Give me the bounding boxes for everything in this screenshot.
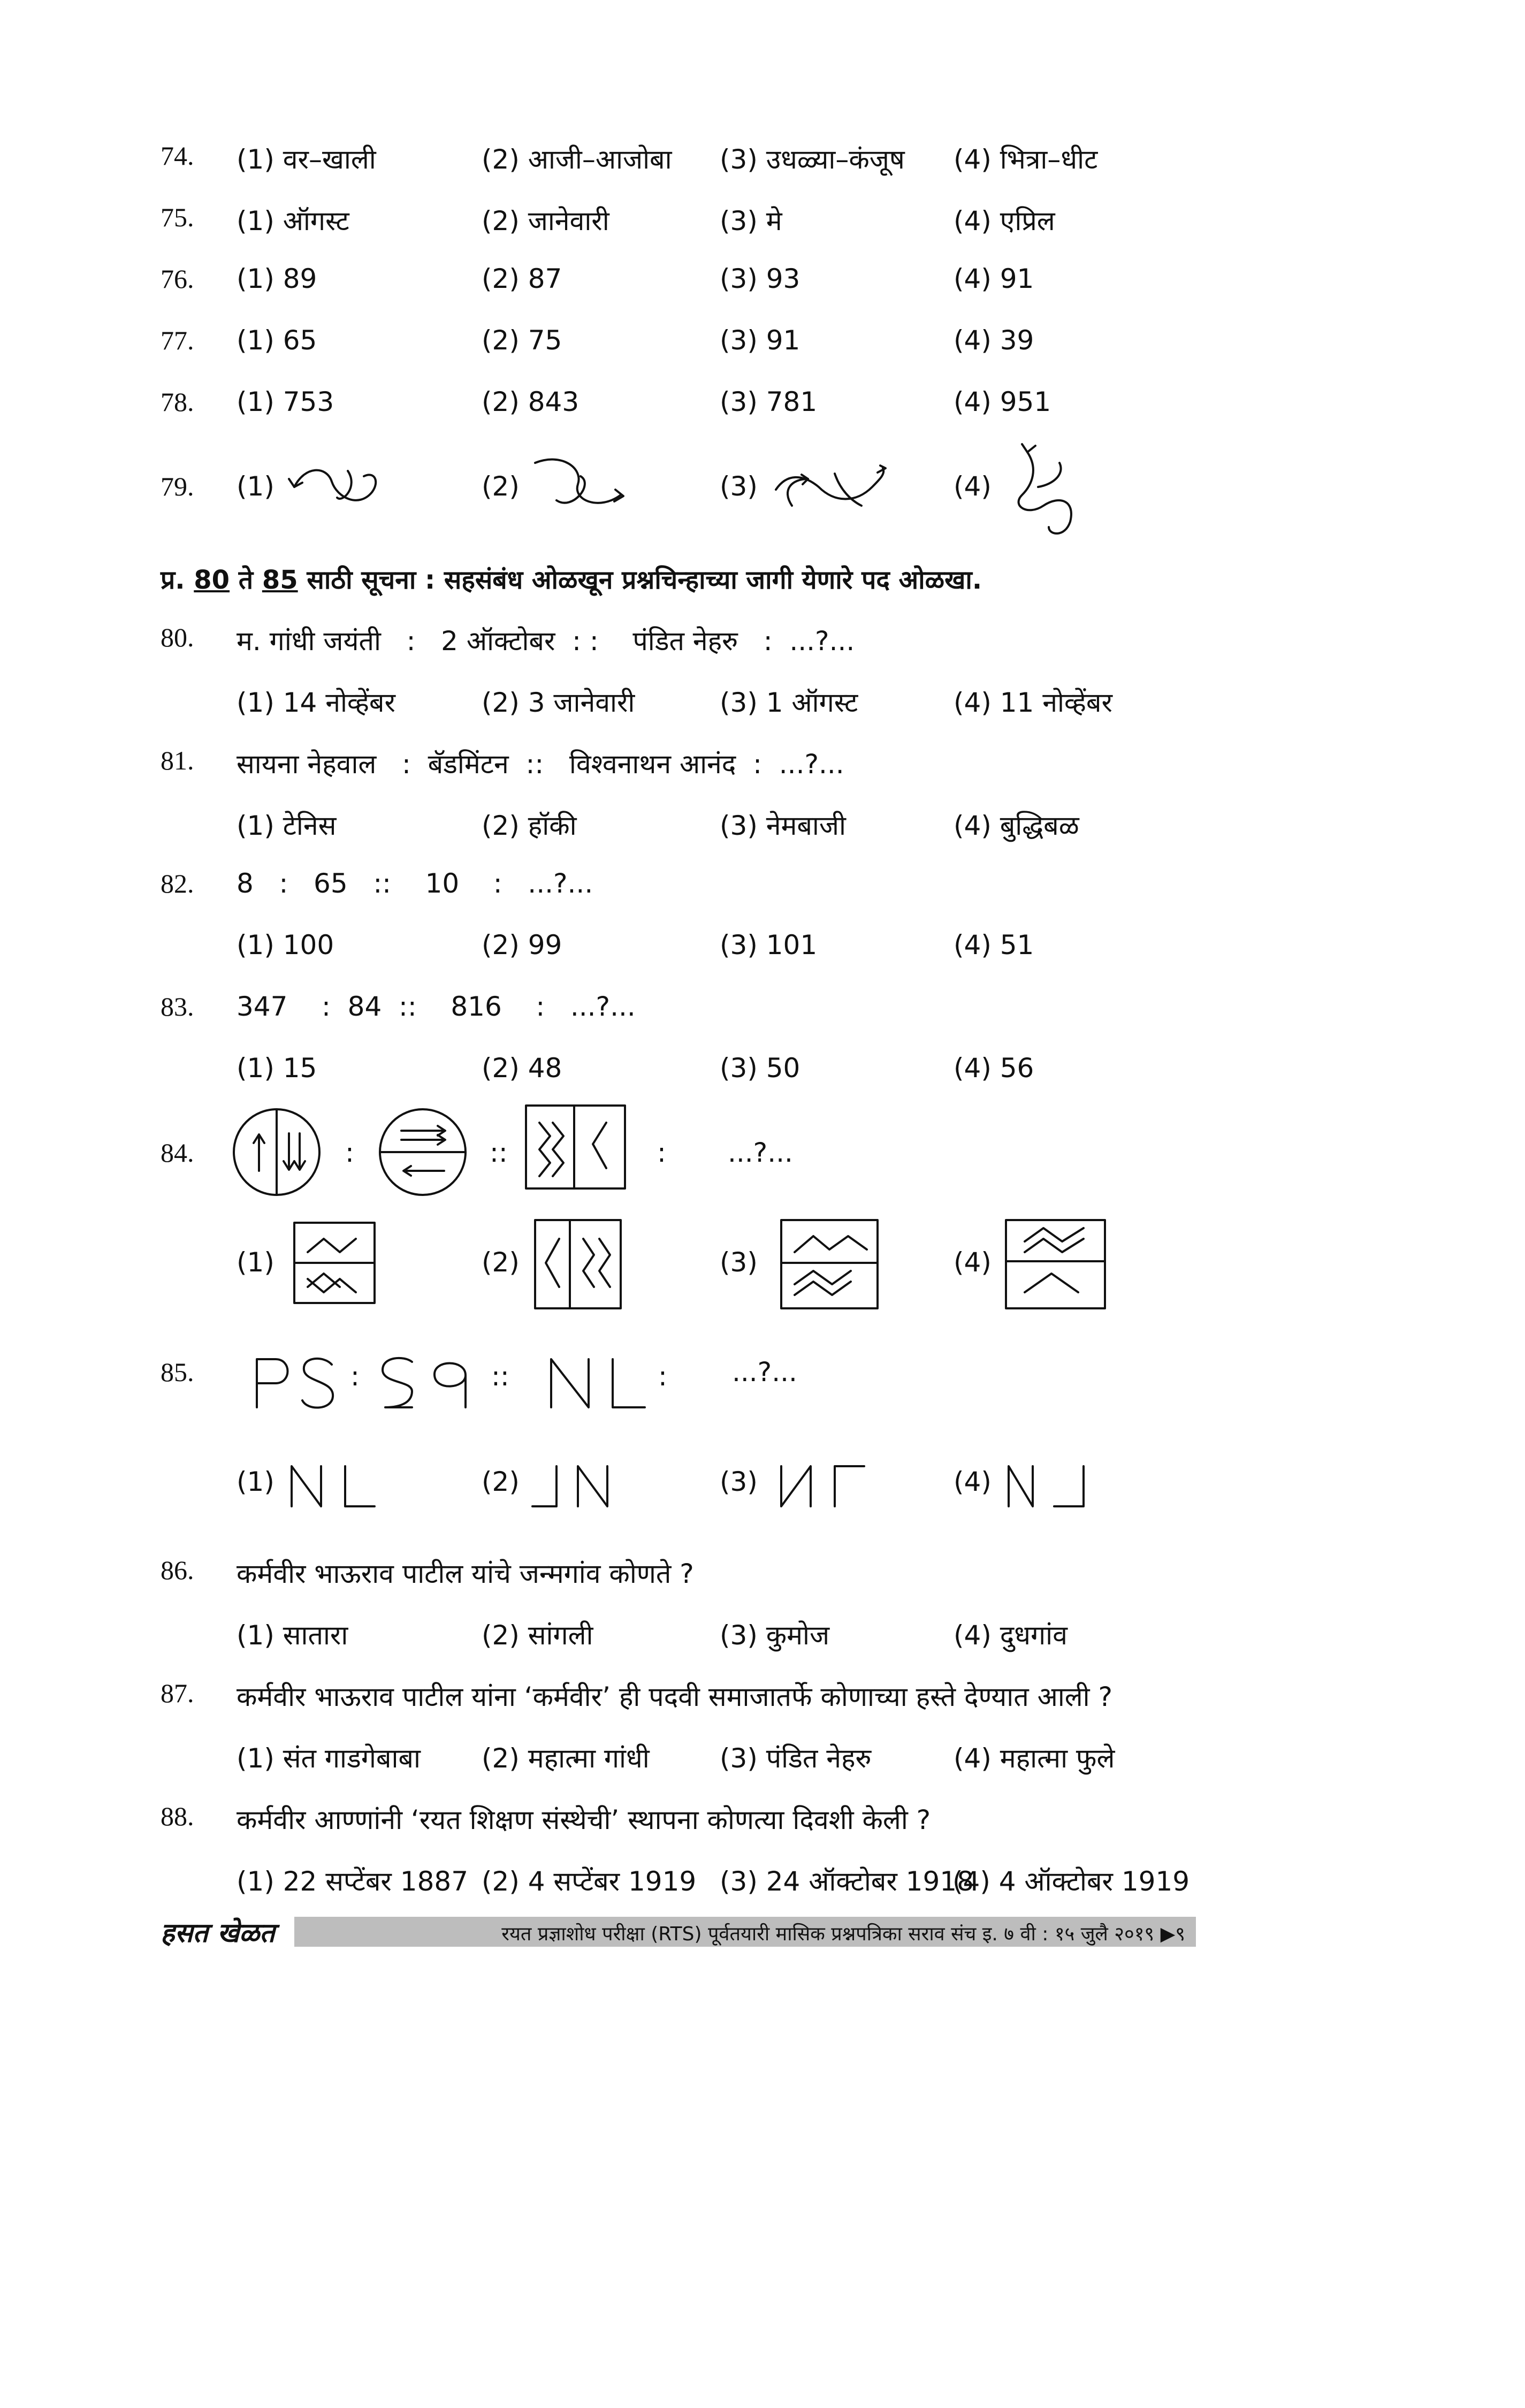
question-number: 84. [161,1138,194,1168]
option-4: (4) 11 नोव्हेंबर [954,687,1112,718]
question-number: 76. [161,264,194,294]
question-number: 87. [161,1678,194,1708]
question-85 [0,1357,1525,1410]
option-2-label: (2) [482,1247,520,1278]
question-81 [0,745,1525,798]
curve-figure-2 [530,452,637,522]
option-3: (3) पंडित नेहरु [720,1743,872,1774]
option-2-figure [532,1217,623,1311]
option-3: (3) 91 [720,325,800,356]
footer-text: रयत प्रज्ञाशोध परीक्षा (RTS) पूर्वतयारी मासिक प्रश्नपत्रिका सराव संच इ. ७ वी : १५ जुलै २०१९ ▶९ [501,1923,1185,1945]
option-3: (3) 50 [720,1053,800,1084]
ratio-colon: : [657,1137,666,1168]
question-mark-placeholder: ...?... [728,1137,793,1168]
option-4: (4) बुद्धिबळ [954,810,1079,841]
option-3: (3) मे [720,205,782,237]
option-3: (3) उधळ्या–कंजूष [720,144,905,175]
option-1: (1) संत गाडगेबाबा [237,1743,421,1774]
stem-colon: : [350,1361,360,1392]
question-stem: कर्मवीर आण्णांनी ‘रयत शिक्षण संस्थेची’ स्थापना कोणत्या दिवशी केली ? [237,1804,931,1835]
option-3: (3) 101 [720,929,818,961]
stem-letters-mirrored-29 [375,1351,476,1415]
option-2: (2) 87 [482,263,562,294]
question-78 [0,386,1525,440]
option-3-label: (3) [720,1466,758,1497]
question-stem: सायना नेहवाल : बॅडमिंटन :: विश्वनाथन आनंद : ...?... [237,749,844,780]
option-2: (2) सांगली [482,1620,593,1651]
option-3-figure [779,1217,880,1311]
circle-arrows-vertical-figure [231,1107,322,1198]
option-4: (4) 4 ऑक्टोबर 1919 [952,1866,1190,1897]
question-84 [0,1137,1525,1191]
question-number: 75. [161,202,194,232]
question-87-options [0,1739,1525,1793]
option-3-letters [776,1461,872,1509]
option-3: (3) नेमबाजी [720,810,846,841]
option-3-label: (3) [720,471,758,502]
question-83-options [0,1053,1525,1106]
option-1-figure [292,1220,377,1306]
question-74 [0,140,1525,194]
option-1: (1) 89 [237,263,317,294]
question-84-options [0,1247,1525,1300]
question-76 [0,263,1525,317]
option-3-label: (3) [720,1247,758,1278]
question-80-options [0,683,1525,737]
option-4-label: (4) [954,1466,992,1497]
option-2: (2) हॉकी [482,810,577,841]
option-2: (2) आजी–आजोबा [482,144,672,175]
question-number: 81. [161,745,194,775]
option-4: (4) एप्रिल [954,205,1055,237]
option-2: (2) 99 [482,929,562,961]
option-3: (3) 24 ऑक्टोबर 1918 [720,1866,974,1897]
question-86 [0,1554,1525,1608]
question-number: 83. [161,992,194,1022]
option-1-label: (1) [237,1466,274,1497]
option-4: (4) 951 [954,386,1051,417]
option-2: (2) 3 जानेवारी [482,687,635,718]
option-4: (4) 51 [954,929,1034,961]
ratio-double-colon: :: [490,1137,508,1168]
question-number: 80. [161,622,194,652]
question-number: 77. [161,325,194,355]
option-1: (1) 100 [237,929,334,961]
circle-arrows-horizontal-figure [375,1107,471,1198]
option-2-label: (2) [482,1466,520,1497]
option-4: (4) 39 [954,325,1034,356]
question-number: 88. [161,1801,194,1831]
question-79 [0,471,1525,524]
range-end: 85 [262,565,298,595]
question-number: 74. [161,141,194,171]
question-81-options [0,806,1525,860]
question-80 [0,622,1525,675]
option-2-letters [527,1461,623,1509]
option-1-label: (1) [237,471,274,502]
option-3: (3) 1 ऑगस्ट [720,687,858,718]
option-2: (2) 48 [482,1053,562,1084]
option-3: (3) कुमोज [720,1620,830,1651]
question-number: 86. [161,1555,194,1585]
question-stem: 8 : 65 :: 10 : ...?... [237,868,593,899]
stem-colon: : [658,1361,667,1392]
question-stem: कर्मवीर भाऊराव पाटील यांना ‘कर्मवीर’ ही पदवी समाजातर्फे कोणाच्या हस्ते देण्यात आली ? [237,1681,1112,1712]
option-2: (2) महात्मा गांधी [482,1743,650,1774]
question-87 [0,1678,1525,1731]
question-number: 79. [161,471,194,501]
option-1: (1) 753 [237,386,334,417]
ratio-colon: : [345,1137,354,1168]
question-number: 78. [161,387,194,417]
option-1: (1) 15 [237,1053,317,1084]
question-stem: म. गांधी जयंती : 2 ऑक्टोबर : : पंडित नेहरु : ...?... [237,626,855,657]
stem-double-colon: :: [491,1361,509,1392]
option-1: (1) वर–खाली [237,144,376,175]
option-1-label: (1) [237,1247,274,1278]
option-4-label: (4) [954,1247,992,1278]
option-4: (4) भित्रा–धीट [954,144,1098,175]
option-1: (1) सातारा [237,1620,348,1651]
stem-letters-nl [546,1354,653,1413]
question-number: 82. [161,868,194,898]
square-zigzag-figure [523,1101,628,1192]
question-85-options [0,1466,1525,1520]
instruction-note: प्र. 80 ते 85 साठी सूचना : सहसंबंध ओळखून प्रश्नचिन्हाच्या जागी येणारे पद ओळखा. [161,565,982,595]
option-1: (1) 22 सप्टेंबर 1887 [237,1866,469,1897]
option-2: (2) 843 [482,386,580,417]
stem-letters-ps [251,1351,342,1415]
option-4: (4) 91 [954,263,1034,294]
question-88-options [0,1862,1525,1916]
option-1: (1) ऑगस्ट [237,205,349,237]
option-1: (1) टेनिस [237,810,337,841]
question-75 [0,202,1525,255]
curve-figure-4 [1006,436,1097,543]
option-2: (2) 75 [482,325,562,356]
option-2: (2) 4 सप्टेंबर 1919 [482,1866,697,1897]
footer-brand: हसत खेळत [161,1914,294,1947]
question-82-options [0,929,1525,983]
question-83 [0,991,1525,1045]
curve-figure-1 [284,455,391,519]
option-2-label: (2) [482,471,520,502]
option-4-figure [1003,1217,1108,1311]
option-1-letters [286,1461,383,1509]
option-3: (3) 93 [720,263,800,294]
option-4: (4) 56 [954,1053,1034,1084]
question-77 [0,325,1525,378]
curve-figure-3 [771,458,899,522]
option-3: (3) 781 [720,386,818,417]
range-start: 80 [194,565,230,595]
question-stem: 347 : 84 :: 816 : ...?... [237,991,636,1022]
option-4-letters [1003,1461,1100,1509]
page-footer [161,1917,1196,1947]
question-stem: कर्मवीर भाऊराव पाटील यांचे जन्मगांव कोणते ? [237,1558,694,1589]
option-4: (4) महात्मा फुले [954,1743,1115,1774]
option-1: (1) 65 [237,325,317,356]
option-1: (1) 14 नोव्हेंबर [237,687,395,718]
option-2: (2) जानेवारी [482,205,609,237]
question-86-options [0,1616,1525,1670]
question-mark-placeholder: ...?... [732,1357,797,1388]
option-4: (4) दुधगांव [954,1620,1068,1651]
question-88 [0,1801,1525,1854]
question-82 [0,868,1525,921]
option-4-label: (4) [954,471,992,502]
question-number: 85. [161,1357,194,1387]
